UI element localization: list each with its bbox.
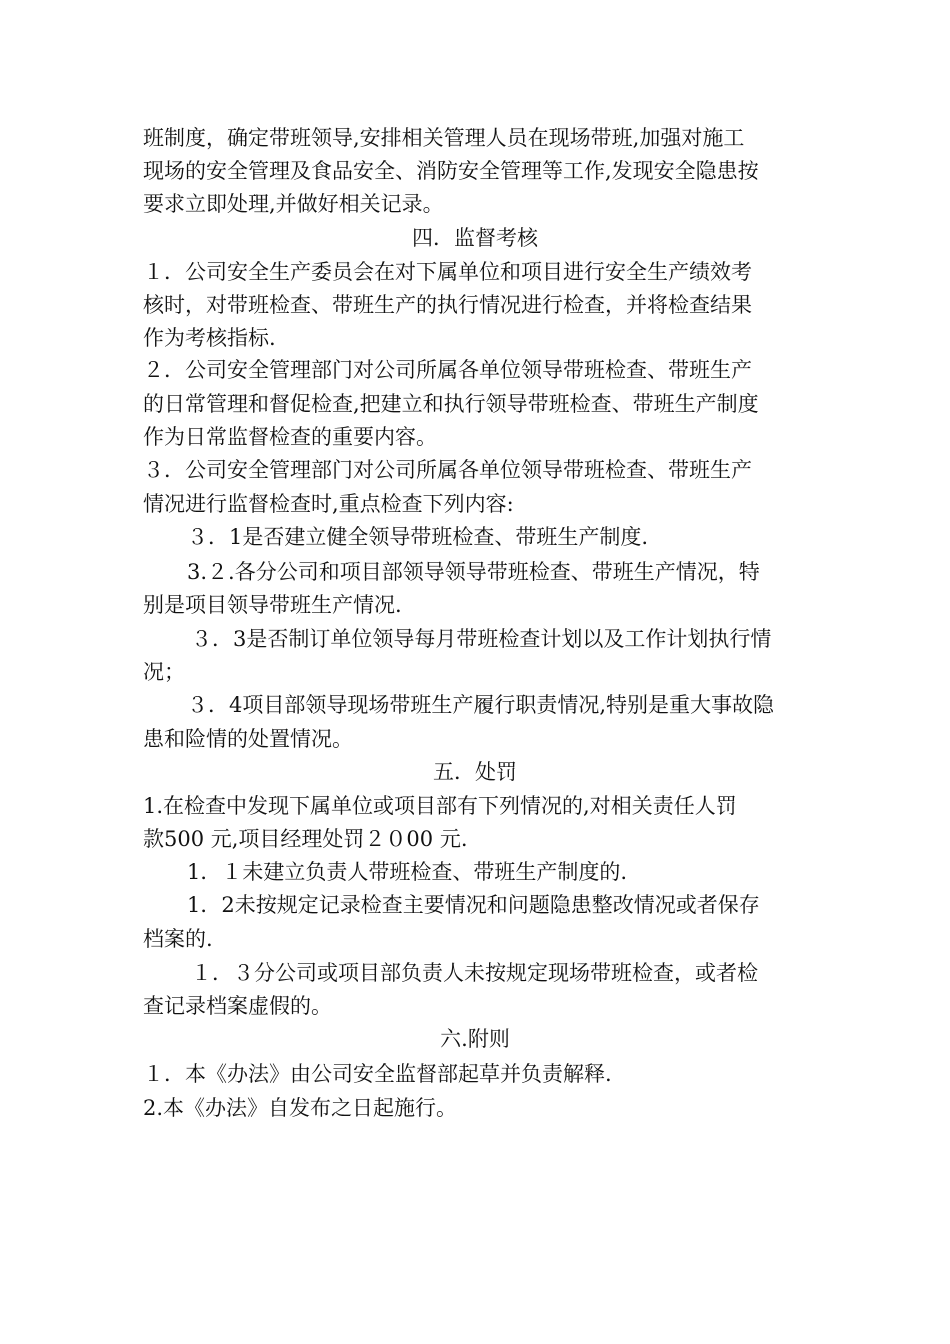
text-line: 查记录档案虚假的。 — [143, 994, 332, 1018]
section-heading-supplementary: 六.附则 — [440, 1027, 510, 1051]
text-line: 作为日常监督检查的重要内容。 — [143, 425, 437, 449]
text-line: ３．1是否建立健全领导带班检查、带班生产制度. — [187, 525, 649, 549]
text-line: 别是项目领导带班生产情况. — [143, 593, 402, 617]
text-line: ３．公司安全管理部门对公司所属各单位领导带班检查、带班生产 — [143, 458, 752, 482]
text-line: ２．公司安全管理部门对公司所属各单位领导带班检查、带班生产 — [143, 358, 752, 382]
text-line: 况； — [143, 660, 185, 684]
text-line: ３．3是否制订单位领导每月带班检查计划以及工作计划执行情 — [191, 627, 772, 651]
text-line: 款500 元,项目经理处罚２０00 元. — [143, 827, 468, 851]
text-line: 核时，对带班检查、带班生产的执行情况进行检查，并将检查结果 — [143, 293, 752, 317]
text-line: 1．１未建立负责人带班检查、带班生产制度的. — [187, 860, 628, 884]
section-heading-penalty: 五．处罚 — [433, 760, 517, 784]
text-line: 1．2未按规定记录检查主要情况和问题隐患整改情况或者保存 — [187, 893, 760, 917]
text-line: 班制度，确定带班领导,安排相关管理人员在现场带班,加强对施工 — [143, 126, 745, 150]
text-line: 情况进行监督检查时,重点检查下列内容: — [143, 492, 514, 516]
text-line: １．本《办法》由公司安全监督部起草并负责解释. — [143, 1062, 612, 1086]
text-line: 患和险情的处置情况。 — [143, 727, 353, 751]
text-line: 现场的安全管理及食品安全、消防安全管理等工作,发现安全隐患按 — [143, 159, 759, 183]
text-line: 2.本《办法》自发布之日起施行。 — [143, 1096, 458, 1120]
section-heading-supervision: 四．监督考核 — [412, 226, 538, 250]
text-line: 的日常管理和督促检查,把建立和执行领导带班检查、带班生产制度 — [143, 392, 759, 416]
text-line: 1.在检查中发现下属单位或项目部有下列情况的,对相关责任人罚 — [143, 794, 737, 818]
text-line: 3.２.各分公司和项目部领导领导带班检查、带班生产情况，特 — [187, 560, 760, 584]
text-line: 作为考核指标. — [143, 326, 276, 350]
text-line: 档案的. — [143, 927, 213, 951]
text-line: １．公司安全生产委员会在对下属单位和项目进行安全生产绩效考 — [143, 260, 752, 284]
text-line: ３．4项目部领导现场带班生产履行职责情况,特别是重大事故隐 — [187, 693, 775, 717]
text-line: １．３分公司或项目部负责人未按规定现场带班检查，或者检 — [191, 961, 758, 985]
text-line: 要求立即处理,并做好相关记录。 — [143, 192, 444, 216]
